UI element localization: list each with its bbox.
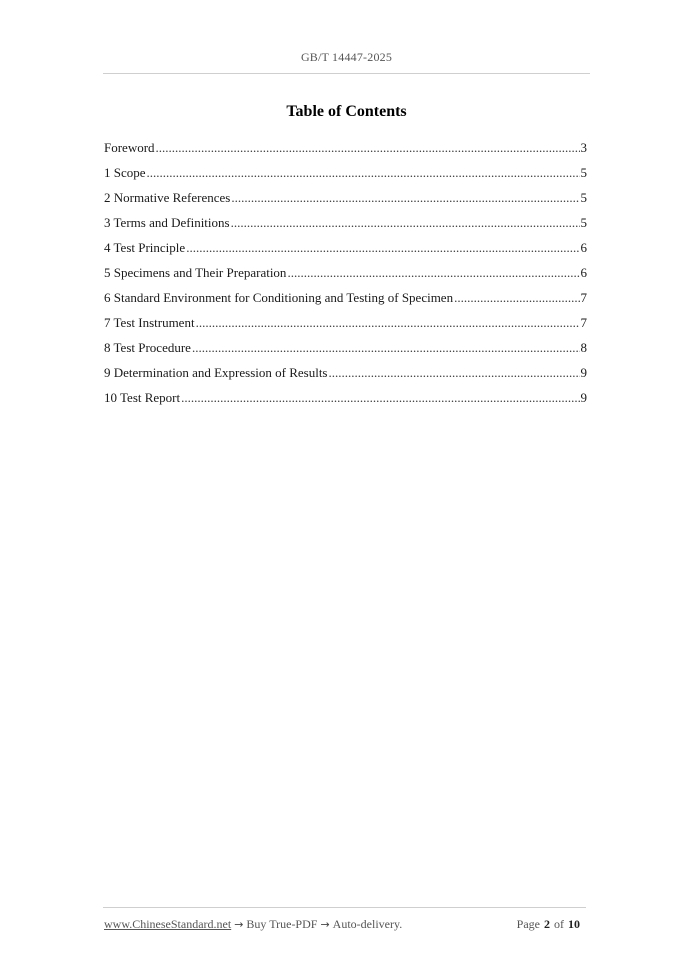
toc-entry-page: 5 (580, 215, 587, 230)
toc-entry-label: 1 Scope (104, 165, 146, 180)
toc-dot-leader (181, 388, 579, 408)
current-page-number: 2 (544, 917, 550, 931)
toc-entry-page: 7 (580, 290, 587, 305)
toc-entry-page: 9 (580, 365, 587, 380)
toc-dot-leader (231, 188, 579, 208)
page-footer (104, 917, 587, 933)
toc-entry-page: 3 (580, 140, 587, 155)
footer-promo (104, 917, 402, 932)
header-divider (103, 73, 590, 74)
toc-dot-leader (231, 213, 580, 233)
document-code-header: GB/T 14447-2025 (300, 50, 393, 64)
toc-entry-scope[interactable] (104, 163, 587, 188)
toc-list (104, 138, 587, 413)
toc-entry-standard-environment[interactable] (104, 288, 587, 313)
toc-dot-leader (186, 238, 579, 258)
website-link[interactable]: www.ChineseStandard.net (104, 917, 232, 931)
toc-entry-determination-of-results[interactable] (104, 363, 587, 388)
toc-dot-leader (147, 163, 580, 183)
toc-entry-terms-and-definitions[interactable] (104, 213, 587, 238)
toc-entry-page: 9 (580, 390, 587, 405)
toc-dot-leader (287, 263, 579, 283)
toc-dot-leader (192, 338, 580, 358)
of-word: of (554, 917, 564, 931)
footer-divider (103, 907, 586, 908)
toc-entry-normative-references[interactable] (104, 188, 587, 213)
right-arrow-icon: → (320, 918, 330, 931)
toc-entry-label: 6 Standard Environment for Conditioning and Testing of Specimen (104, 290, 454, 305)
toc-dot-leader (329, 363, 580, 383)
auto-delivery-text: Auto-delivery. (332, 917, 403, 931)
toc-entry-test-procedure[interactable] (104, 338, 587, 363)
page-word: Page (516, 917, 540, 931)
toc-entry-page: 7 (580, 315, 587, 330)
toc-dot-leader (454, 288, 579, 308)
toc-title: Table of Contents (286, 103, 407, 120)
page-number (517, 917, 584, 932)
toc-entry-label: 3 Terms and Definitions (104, 215, 230, 230)
total-page-count: 10 (568, 917, 580, 931)
toc-entry-foreword[interactable] (104, 138, 587, 163)
toc-entry-test-instrument[interactable] (104, 313, 587, 338)
toc-entry-page: 6 (580, 240, 587, 255)
toc-entry-page: 5 (580, 165, 587, 180)
toc-entry-label: 8 Test Procedure (104, 340, 191, 355)
buy-pdf-text: Buy True-PDF (246, 917, 318, 931)
right-arrow-icon: → (234, 918, 244, 931)
toc-entry-test-principle[interactable] (104, 238, 587, 263)
toc-dot-leader (156, 138, 580, 158)
toc-entry-label: 7 Test Instrument (104, 315, 195, 330)
toc-entry-label: 10 Test Report (104, 390, 181, 405)
toc-dot-leader (196, 313, 580, 333)
toc-entry-label: 5 Specimens and Their Preparation (104, 265, 287, 280)
toc-entry-label: 9 Determination and Expression of Results (104, 365, 328, 380)
toc-entry-specimens[interactable] (104, 263, 587, 288)
toc-entry-label: 2 Normative References (104, 190, 231, 205)
toc-entry-label: 4 Test Principle (104, 240, 186, 255)
toc-entry-test-report[interactable] (104, 388, 587, 413)
toc-entry-page: 8 (580, 340, 587, 355)
toc-entry-label: Foreword (104, 140, 155, 155)
toc-entry-page: 6 (580, 265, 587, 280)
toc-entry-page: 5 (580, 190, 587, 205)
